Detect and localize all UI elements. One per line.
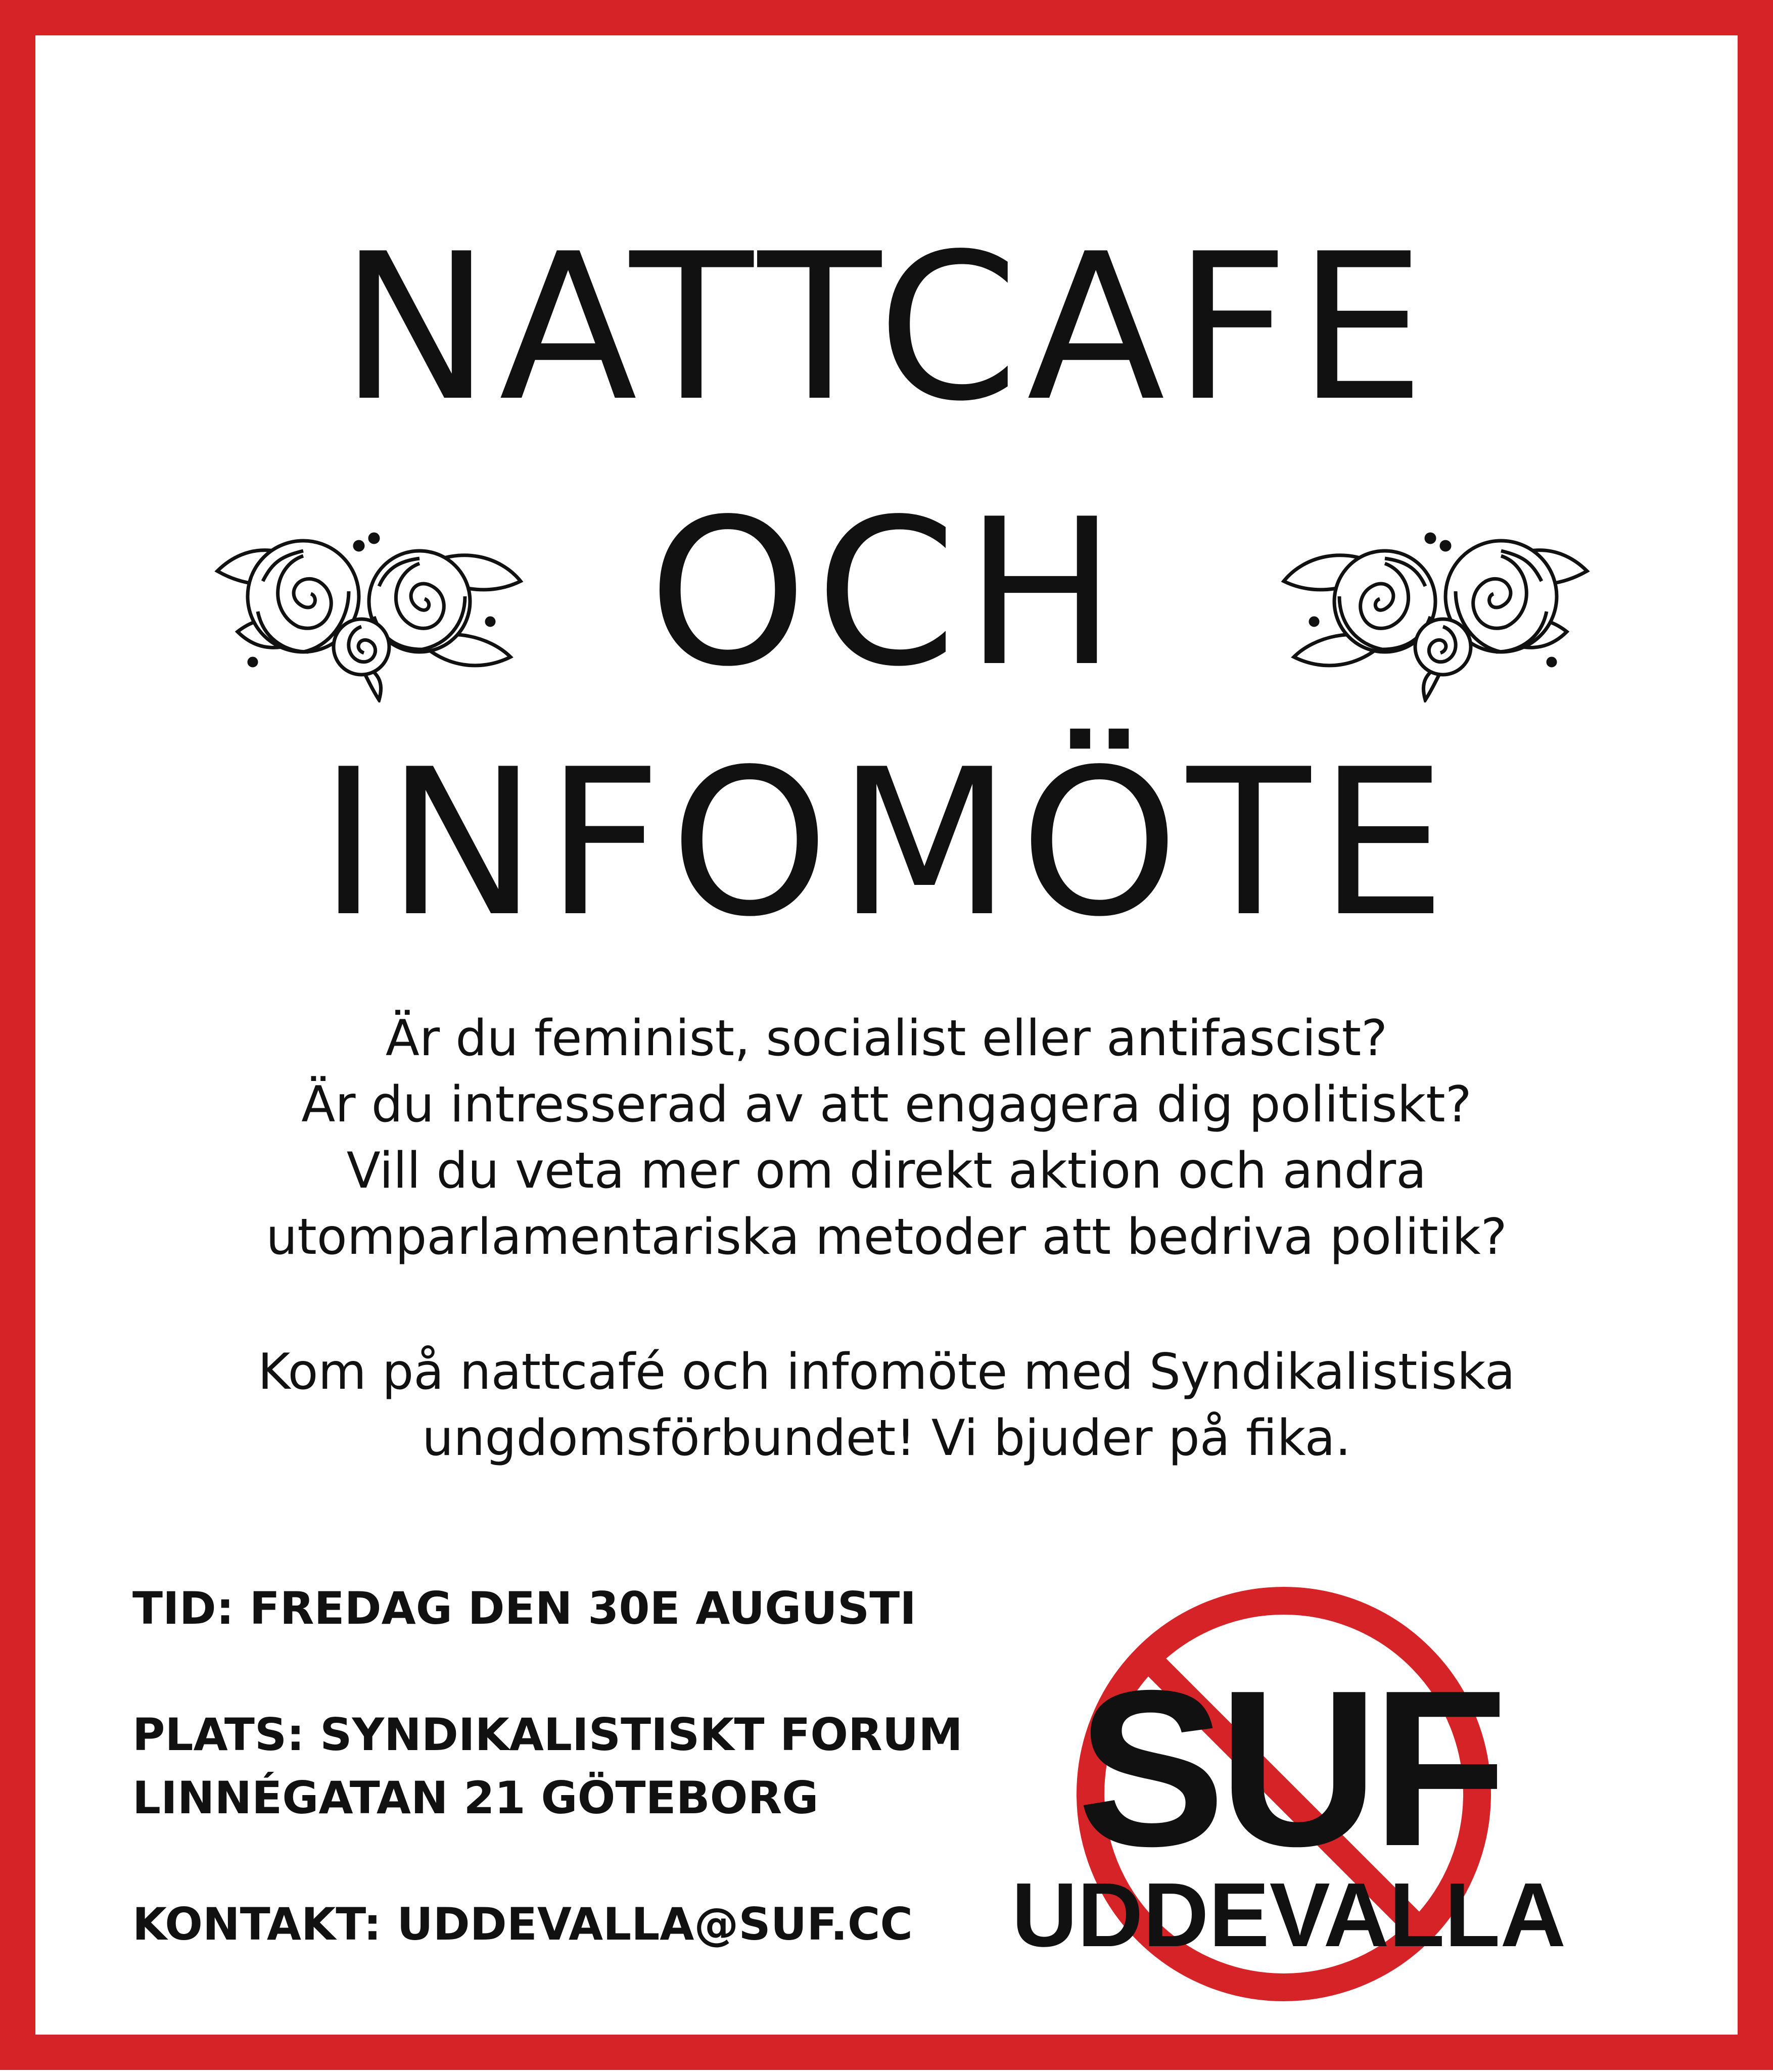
logo-sub-text: UDDEVALLA bbox=[1011, 1864, 1566, 1966]
rose-bouquet-icon bbox=[1274, 510, 1597, 702]
title-line-1: NATTCAFE bbox=[340, 211, 1433, 446]
title-line-3: INFOMÖTE bbox=[318, 726, 1455, 961]
invite-line: Kom på nattcafé och infomöte med Syndikalistiska bbox=[258, 1343, 1515, 1401]
event-place-line-1: PLATS: SYNDIKALISTISKT FORUM bbox=[132, 1709, 963, 1761]
intro-paragraph bbox=[76, 1006, 1697, 1270]
intro-line: Är du intresserad av att engagera dig politiskt? bbox=[301, 1076, 1472, 1134]
invite-paragraph bbox=[76, 1339, 1697, 1472]
rose-bouquet-icon bbox=[207, 510, 531, 702]
intro-line: Vill du veta mer om direkt aktion och andra bbox=[346, 1142, 1427, 1200]
logo-main-text: SUF bbox=[1077, 1644, 1501, 1893]
event-time: TID: FREDAG DEN 30E AUGUSTI bbox=[132, 1582, 916, 1634]
event-place bbox=[132, 1703, 963, 1829]
invite-line: ungdomsförbundet! Vi bjuder på fika. bbox=[422, 1409, 1351, 1467]
title-line-2: OCH bbox=[648, 476, 1125, 711]
event-contact: KONTAKT: UDDEVALLA@SUF.CC bbox=[132, 1898, 913, 1950]
suf-logo bbox=[1011, 1587, 1577, 2072]
event-place-line-2: LINNÉGATAN 21 GÖTEBORG bbox=[132, 1772, 819, 1824]
intro-line: utomparlamentariska metoder att bedriva politik? bbox=[266, 1208, 1507, 1266]
intro-line: Är du feminist, socialist eller antifascist? bbox=[385, 1010, 1388, 1067]
